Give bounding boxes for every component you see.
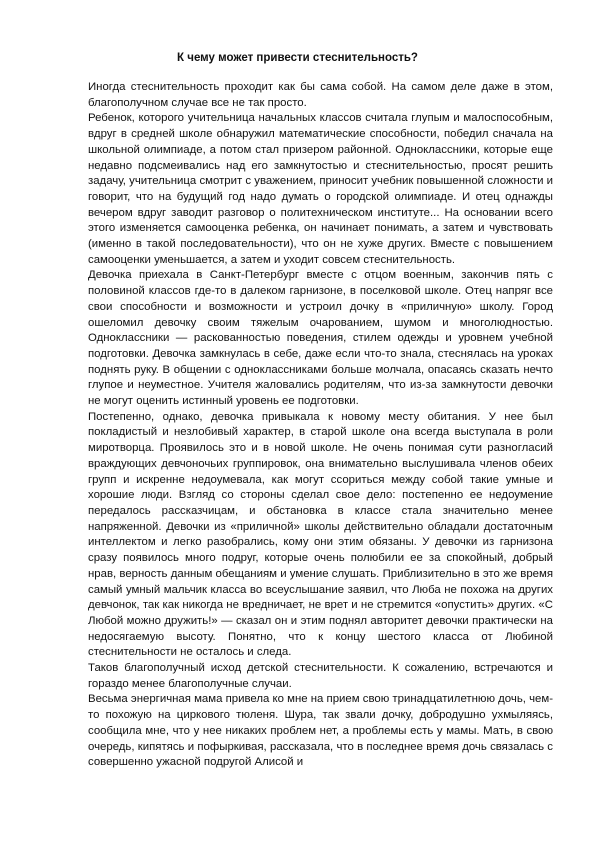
paragraph: Девочка приехала в Санкт-Петербург вместе с отцом военным, закончив пять с половиной классов где-то в далеком гарнизоне, в поселковой школе. Отец напряг все свои способности и возможности и устроил дочку в «приличную» школу. Город ошеломил девочку своим тяжелым очарованием, шумом и многолюдностью. Одноклассники — раскованностью поведения, стилем одежды и уровнем учебной подготовки. Девочка замкнулась в себе, даже если что-то знала, стеснялась на уроках поднять руку. В общении с одноклассниками больше молчала, опасаясь сказать нечто глупое и неуместное. Учителя жаловались родителям, что из-за замкнутости девочки не могут оценить истинный уровень ее подготовки.	[88, 269, 553, 408]
paragraph: Ребенок, которого учительница начальных классов считала глупым и малоспособным, вдруг в средней школе обнаружил математические способности, победил сначала на школьной олимпиаде, а потом стал призером районной. Одноклассники, которые еще недавно подсмеивались над его замкнутостью и стеснительностью, просят решить задачу, учительница смотрит с уважением, приносит учебник повышенной сложности и говорит, что на будущий год надо думать о городской олимпиаде. И отец однажды вечером вдруг заводит разговор о политехническом институте... На основании всего этого изменяется самооценка ребенка, он начинает понимать, а затем и чувствовать (именно в такой последовательности), что он не хуже других. Вместе с повышением самооценки уменьшается, а затем и уходит совсем стеснительность.	[88, 112, 553, 266]
document-title: К чему может привести стеснительность?	[177, 52, 418, 64]
paragraph: Иногда стеснительность проходит как бы сама собой. На самом деле даже в этом, благополучном случае все не так просто.	[88, 81, 553, 109]
document-body	[88, 80, 553, 771]
paragraph: Постепенно, однако, девочка привыкала к новому месту обитания. У нее был покладистый и незлобивый характер, в старой школе она всегда выступала в роли миротворца. Проявилось это и в новой школе. Не очень понимая сути разногласий враждующих девчоночьих группировок, она внимательно выслушивала членов обеих групп и искренне недоумевала, как могут ссориться между собой такие умные и хорошие люди. Взгляд со стороны сделал свое дело: постепенно ее недоумение передалось рассказчицам, и обстановка в классе стала значительно менее напряженной. Девочки из «приличной» школы действительно обладали достаточным интеллектом и легко разобрались, кому они этим обязаны. У девочки из гарнизона сразу появилось много подруг, которые очень полюбили ее за спокойный, добрый нрав, верность данным обещаниям и умение слушать. Приблизительно в это же время самый умный мальчик класса во всеуслышание заявил, что Люба не похожа на других девчонок, так как никогда не вредничает, не врет и не стремится «опустить» других. «С Любой можно дружить!» — сказал он и этим поднял авторитет девочки практически на недосягаемую высоту. Понятно, что к концу шестого класса от Любиной стеснительности не осталось и следа.	[88, 410, 553, 659]
paragraph: Весьма энергичная мама привела ко мне на прием свою тринадцатилетнюю дочь, чем-то похожую на циркового тюленя. Шура, так звали дочку, добродушно ухмыляясь, сообщила мне, что у нее никаких проблем нет, а проблемы есть у мамы. Мать, в свою очередь, кипятясь и пофыркивая, рассказала, что в последнее время дочь связалась с совершенно ужасной подругой Алисой и	[88, 693, 553, 769]
paragraph: Таков благополучный исход детской стеснительности. К сожалению, встречаются и гораздо менее благополучные случаи.	[88, 662, 553, 690]
